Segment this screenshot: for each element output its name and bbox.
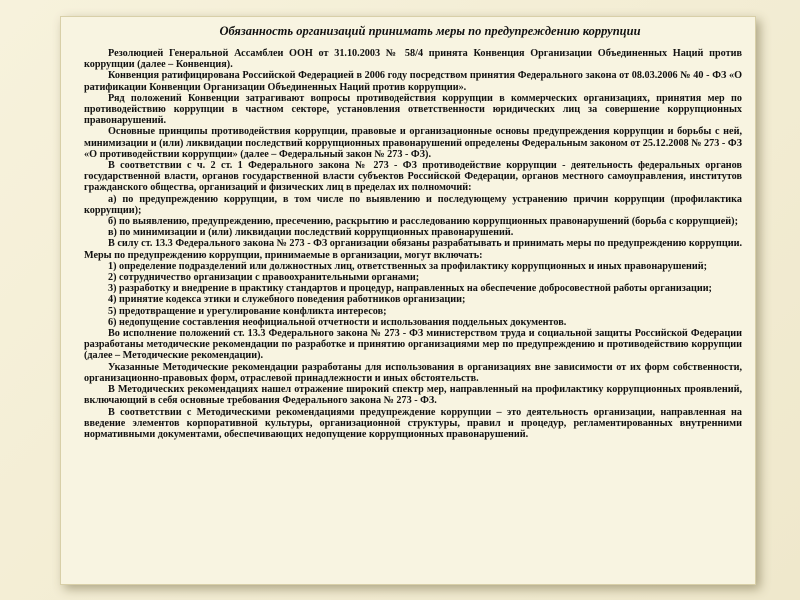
list-item: 4) принятие кодекса этики и служебного поведения работников организации; — [108, 294, 466, 306]
paragraph: В соответствии с ч. 2 ст. 1 Федерального закона № 273 - ФЗ противодействие коррупции - деятельность федеральных органов государственной власти, органов государственной власти субъектов Российской Федерации, органов местного самоуправления, институтов гражданского общества, организаций и физических лиц в пределах их полномочий: — [84, 160, 742, 194]
paragraph: Основные принципы противодействия коррупции, правовые и организационные основы предупреждения коррупции и борьбы с ней, минимизации и (или) ликвидации последствий коррупционных правонарушений определены Федеральным законом от 25.12.2008 № 273 - ФЗ «О противодействии коррупции» (далее – Федеральный закон № 273 - ФЗ). — [84, 126, 742, 160]
list-item: б) по выявлению, предупреждению, пресечению, раскрытию и расследованию коррупционных правонарушений (борьба с коррупцией); — [108, 216, 738, 228]
list-item: 2) сотрудничество организации с правоохранительными органами; — [108, 272, 420, 284]
paragraph: В силу ст. 13.3 Федерального закона № 273 - ФЗ организации обязаны разрабатывать и принимать меры по предупреждению коррупции. Меры по предупреждению коррупции, принимаемые в организации, могут включать: — [84, 238, 742, 261]
paragraph: В соответствии с Методическими рекомендациями предупреждение коррупции – это деятельность организации, направленная на введение элементов корпоративной культуры, организационной структуры, правил и процедур, регламентированных внутренними нормативными документами, обеспечивающих недопущение коррупционных правонарушений. — [84, 406, 742, 440]
list-item: 3) разработку и внедрение в практику стандартов и процедур, направленных на обеспечение добросовестной работы организации; — [108, 283, 712, 295]
list-item: в) по минимизации и (или) ликвидации последствий коррупционных правонарушений. — [108, 227, 514, 239]
list-item: 5) предотвращение и урегулирование конфликта интересов; — [108, 305, 387, 317]
paragraph: Резолюцией Генеральной Ассамблеи ООН от 31.10.2003 № 58/4 принята Конвенция Организации Объединенных Наций против коррупции (далее – Конвенция). — [84, 48, 742, 71]
document-body — [84, 48, 742, 440]
list-item: 6) недопущение составления неофициальной отчетности и использования поддельных документов. — [108, 316, 567, 328]
paragraph: В Методических рекомендациях нашел отражение широкий спектр мер, направленный на профилактику коррупционных проявлений, включающий в себя основные требования Федерального закона № 273 - ФЗ. — [84, 384, 742, 407]
document-title: Обязанность организаций принимать меры по предупреждению коррупции — [219, 24, 641, 38]
paragraph: Конвенция ратифицирована Российской Федерацией в 2006 году посредством принятия Федерального закона от 08.03.2006 № 40 - ФЗ «О ратификации Конвенции Организации Объединенных Наций против коррупции». — [84, 70, 742, 93]
paragraph: Во исполнение положений ст. 13.3 Федерального закона № 273 - ФЗ министерством труда и социальной защиты Российской Федерации разработаны методические рекомендации по разработке и принятию организациями мер по предупреждению и противодействию коррупции (далее – Методические рекомендации). — [84, 328, 742, 362]
paragraph: Ряд положений Конвенции затрагивают вопросы противодействия коррупции в коммерческих организациях, принятия мер по противодействию коррупции в частном секторе, установления ответственности юридических лиц за совершение коррупционных правонарушений. — [84, 92, 742, 127]
list-item: а) по предупреждению коррупции, в том числе по выявлению и последующему устранению причин коррупции (профилактика коррупции); — [84, 193, 742, 216]
list-item: 1) определение подразделений или должностных лиц, ответственных за профилактику коррупционных и иных правонарушений; — [108, 260, 708, 272]
paragraph: Указанные Методические рекомендации разработаны для использования в организациях вне зависимости от их форм собственности, организационно-правовых форм, отраслевой принадлежности и иных обстоятельств. — [84, 361, 742, 384]
